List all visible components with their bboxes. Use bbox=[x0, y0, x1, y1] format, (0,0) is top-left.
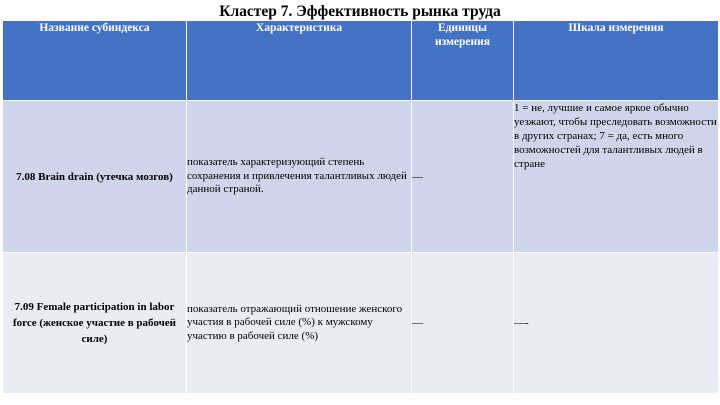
table-row bbox=[3, 101, 719, 253]
subindex-table bbox=[2, 20, 719, 394]
subindex-name-cell: 7.08 Brain drain (утечка мозгов) bbox=[3, 101, 187, 253]
subindex-name-cell: 7.09 Female participation in labor force (женское участие в рабочей силе) bbox=[3, 253, 187, 394]
scale-cell: 1 = не, лучшие и самое яркое обычно уезжают, чтобы преследовать возможности в других странах; 7 = да, есть много возможностей для талантливых людей в стране bbox=[514, 101, 719, 253]
scale-cell: —- bbox=[514, 253, 719, 394]
header-characteristic: Характеристика bbox=[187, 21, 412, 101]
header-scale: Шкала измерения bbox=[514, 21, 719, 101]
header-subindex-name: Название субиндекса bbox=[3, 21, 187, 101]
units-cell: — bbox=[412, 101, 514, 253]
characteristic-cell: показатель характеризующий степень сохранения и привлечения талантливых людей данной страной. bbox=[187, 101, 412, 253]
characteristic-cell: показатель отражающий отношение женского участия в рабочей силе (%) к мужскому участию в рабочей силе (%) bbox=[187, 253, 412, 394]
table-header-row bbox=[3, 21, 719, 101]
table-row bbox=[3, 253, 719, 394]
header-units: Единицы измерения bbox=[412, 21, 514, 101]
units-cell: — bbox=[412, 253, 514, 394]
page-title: Кластер 7. Эффективность рынка труда bbox=[219, 3, 501, 20]
